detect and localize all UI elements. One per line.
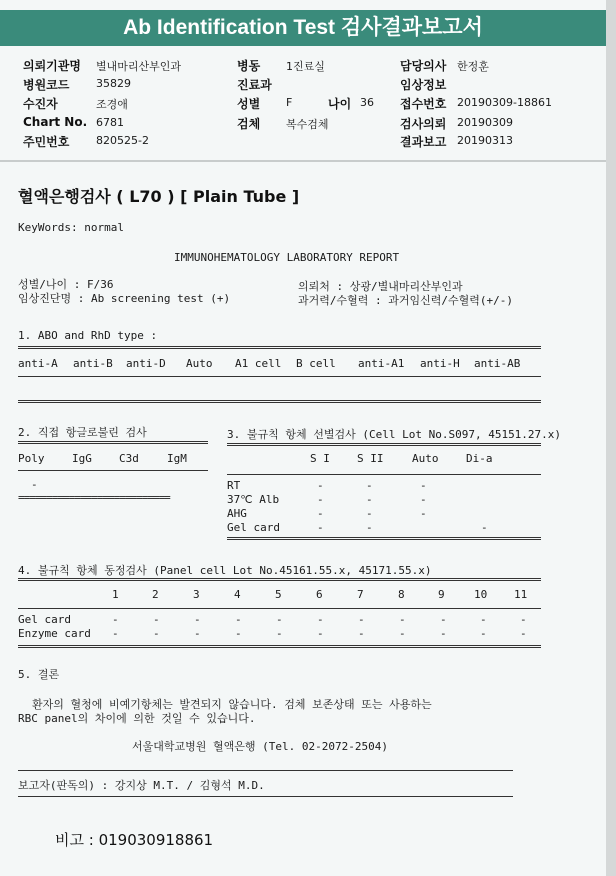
specimen-value: 복수검체 [286,118,329,131]
section4-cell: - [399,613,406,626]
section3-bottom-rule [227,537,541,540]
report-title: 혈액은행검사 ( L70 ) [ Plain Tube ] [18,187,300,206]
section1-col-5: B cell [296,357,336,370]
section4-mid-rule [18,608,541,609]
section4-cell: - [440,613,447,626]
section1-bottom-rule [18,400,541,403]
name-value: 조경애 [96,98,128,111]
section4-col: 10 [474,588,488,601]
section4-cell: - [440,627,447,640]
section4-cell: - [520,613,527,626]
code-label: 병원코드 [23,78,70,92]
conclusion-line-1: 환자의 혈청에 비예기항체는 발견되지 않습니다. 검체 보존상태 또는 사용하는 [32,698,432,711]
section3-col-0: S I [310,452,330,465]
section4-cell: - [235,613,242,626]
section5-title: 5. 결론 [18,668,60,681]
section2-mid-rule [18,470,208,471]
section4-col: 4 [234,588,241,601]
section3-cell: - [317,521,324,534]
section1-col-8: anti-AB [474,357,521,370]
age-value: 36 [360,96,374,109]
section4-cell: - [317,627,324,640]
ward-label: 병동 [237,59,261,73]
reporter-bottom-rule [18,796,513,797]
section4-top-rule [18,578,541,581]
section2-bottom-rule: =========================== [18,491,170,504]
chart-label: Chart No. [23,115,88,129]
clinical-label: 임상정보 [400,78,447,92]
code-value: 35829 [96,77,131,90]
result-label: 결과보고 [400,135,447,149]
section3-cell: - [481,521,488,534]
section4-bottom-rule [18,645,541,648]
section1-col-6: anti-A1 [358,357,405,370]
section3-row-label: RT [227,479,241,492]
report-banner: Ab Identification Test 검사결과보고서 [0,10,606,46]
section4-cell: - [317,613,324,626]
section3-cell: - [366,507,373,520]
section3-mid-rule [227,474,541,475]
section3-row-label: 37℃ Alb [227,493,280,506]
section3-cell: - [366,521,373,534]
section4-cell: - [276,627,283,640]
section3-col-3: Di-a [466,452,493,465]
section4-cell: - [194,627,201,640]
ward-value: 1진료실 [286,60,325,73]
section1-col-2: anti-D [126,357,166,370]
section3-cell: - [420,507,427,520]
section3-cell: - [317,479,324,492]
hospital-value: 별내마리산부인과 [96,60,182,73]
section1-mid-rule [18,376,541,377]
section4-cell: - [235,627,242,640]
history-line: 과거력/수혈력 : 과거임신력/수혈력(+/-) [298,294,513,307]
section3-cell: - [420,479,427,492]
section2-col-2: C3d [119,452,139,465]
doctor-label: 담당의사 [400,59,447,73]
section4-cell: - [194,613,201,626]
section2-col-1: IgG [72,452,92,465]
section4-row-label: Gel card [18,613,71,626]
sex-label: 성별 [237,97,261,111]
section1-title: 1. ABO and RhD type : [18,329,158,342]
section4-cell: - [480,613,487,626]
section3-cell: - [317,493,324,506]
section4-cell: - [480,627,487,640]
section1-col-0: anti-A [18,357,58,370]
section4-col: 2 [152,588,159,601]
section3-cell: - [317,507,324,520]
section3-cell: - [420,493,427,506]
keywords: KeyWords: normal [18,221,124,234]
section4-cell: - [276,613,283,626]
section3-row-label: Gel card [227,521,280,534]
sex-value: F [286,96,293,109]
section3-col-2: Auto [412,452,439,465]
resident-value: 820525-2 [96,134,149,147]
section4-cell: - [358,627,365,640]
section4-col: 11 [514,588,528,601]
name-label: 수진자 [23,97,58,111]
section4-col: 6 [316,588,323,601]
referrer-line: 의뢰처 : 상광/별내마리산부인과 [298,280,463,293]
section1-top-rule [18,346,541,349]
conclusion-line-2: RBC panel의 차이에 의한 것일 수 있습니다. [18,712,256,725]
blood-bank-contact: 서울대학교병원 혈액은행 (Tel. 02-2072-2504) [132,740,388,753]
dept-label: 진료과 [237,78,272,92]
remarks: 비고 : 019030918861 [55,831,214,849]
section1-col-3: Auto [186,357,213,370]
section2-top-rule [18,441,208,444]
diagnosis-line: 임상진단명 : Ab screening test (+) [18,292,231,305]
section1-col-1: anti-B [73,357,113,370]
lab-report-title: IMMUNOHEMATOLOGY LABORATORY REPORT [174,251,400,264]
section2-col-0: Poly [18,452,45,465]
section4-col: 5 [275,588,282,601]
section2-col-3: IgM [167,452,187,465]
receipt-value: 20190309-18861 [457,96,552,109]
section3-cell: - [366,493,373,506]
section4-cell: - [358,613,365,626]
resident-label: 주민번호 [23,135,70,149]
section3-title: 3. 불규칙 항체 선별검사 (Cell Lot No.S097, 45151.27.x) [227,428,562,441]
section4-title: 4. 불규칙 항체 동정검사 (Panel cell Lot No.45161.55.x, 45171.55.x) [18,564,432,577]
section4-col: 9 [438,588,445,601]
section4-cell: - [153,613,160,626]
section2-poly-value: - [31,478,38,491]
reporter-line: 보고자(판독의) : 강지상 M.T. / 김형석 M.D. [18,779,265,792]
section4-col: 8 [398,588,405,601]
section2-title: 2. 직접 항글로불린 검사 [18,426,147,439]
section3-cell: - [366,479,373,492]
section4-cell: - [153,627,160,640]
section4-cell: - [520,627,527,640]
section4-cell: - [112,627,119,640]
receipt-label: 접수번호 [400,97,447,111]
right-border [606,0,616,876]
hospital-label: 의뢰기관명 [23,59,81,73]
section4-col: 3 [193,588,200,601]
reporter-top-rule [18,770,513,771]
result-value: 20190313 [457,134,513,147]
section3-top-rule [227,443,541,446]
chart-value: 6781 [96,116,124,129]
section4-col: 1 [112,588,119,601]
section4-cell: - [112,613,119,626]
header-divider [0,160,606,162]
section4-cell: - [399,627,406,640]
section1-col-7: anti-H [420,357,460,370]
section1-col-4: A1 cell [235,357,282,370]
section3-col-1: S II [357,452,384,465]
sex-age-line: 성별/나이 : F/36 [18,278,114,291]
doctor-value: 한정훈 [457,60,489,73]
section3-row-label: AHG [227,507,247,520]
section4-col: 7 [357,588,364,601]
request-value: 20190309 [457,116,513,129]
request-label: 검사의뢰 [400,117,447,131]
age-label: 나이 [328,97,352,111]
specimen-label: 검체 [237,117,261,131]
section4-row-label: Enzyme card [18,627,91,640]
